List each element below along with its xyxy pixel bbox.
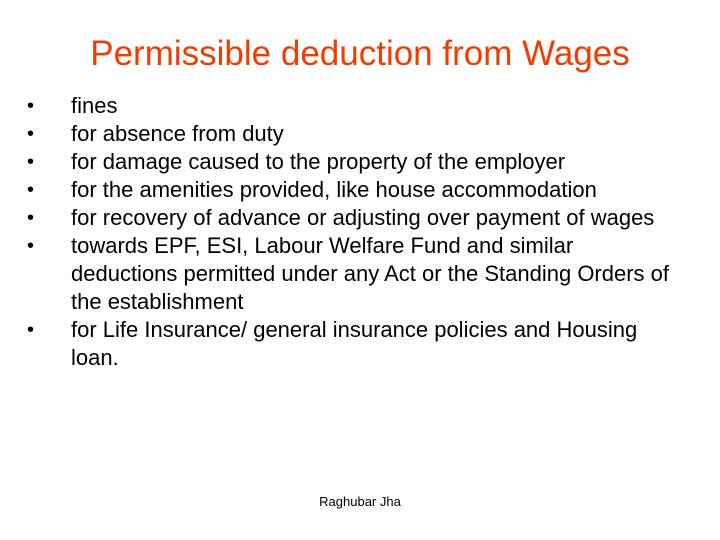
list-item xyxy=(27,232,677,316)
footer-author: Raghubar Jha xyxy=(319,494,401,509)
bullet-list xyxy=(27,92,677,372)
list-item xyxy=(27,148,677,176)
bullet-text: for recovery of advance or adjusting over payment of wages xyxy=(71,205,655,230)
bullet-icon: • xyxy=(27,95,35,117)
bullet-icon: • xyxy=(27,151,35,173)
bullet-text: fines xyxy=(71,93,118,118)
bullet-text: for the amenities provided, like house accommodation xyxy=(71,177,597,202)
list-item xyxy=(27,204,677,232)
list-item xyxy=(27,316,677,372)
list-item xyxy=(27,92,677,120)
bullet-icon: • xyxy=(27,179,35,201)
bullet-text: for absence from duty xyxy=(71,121,284,146)
slide-title: Permissible deduction from Wages xyxy=(90,34,630,73)
bullet-icon: • xyxy=(27,123,35,145)
bullet-icon: • xyxy=(27,207,35,229)
bullet-text: for damage caused to the property of the employer xyxy=(71,149,566,174)
bullet-icon: • xyxy=(27,235,35,257)
bullet-text: towards EPF, ESI, Labour Welfare Fund and similar deductions permitted under any Act or the Standing Orders of the establishment xyxy=(71,233,670,314)
list-item xyxy=(27,176,677,204)
bullet-text: for Life Insurance/ general insurance policies and Housing loan. xyxy=(71,317,638,370)
list-item xyxy=(27,120,677,148)
bullet-icon: • xyxy=(27,319,35,341)
